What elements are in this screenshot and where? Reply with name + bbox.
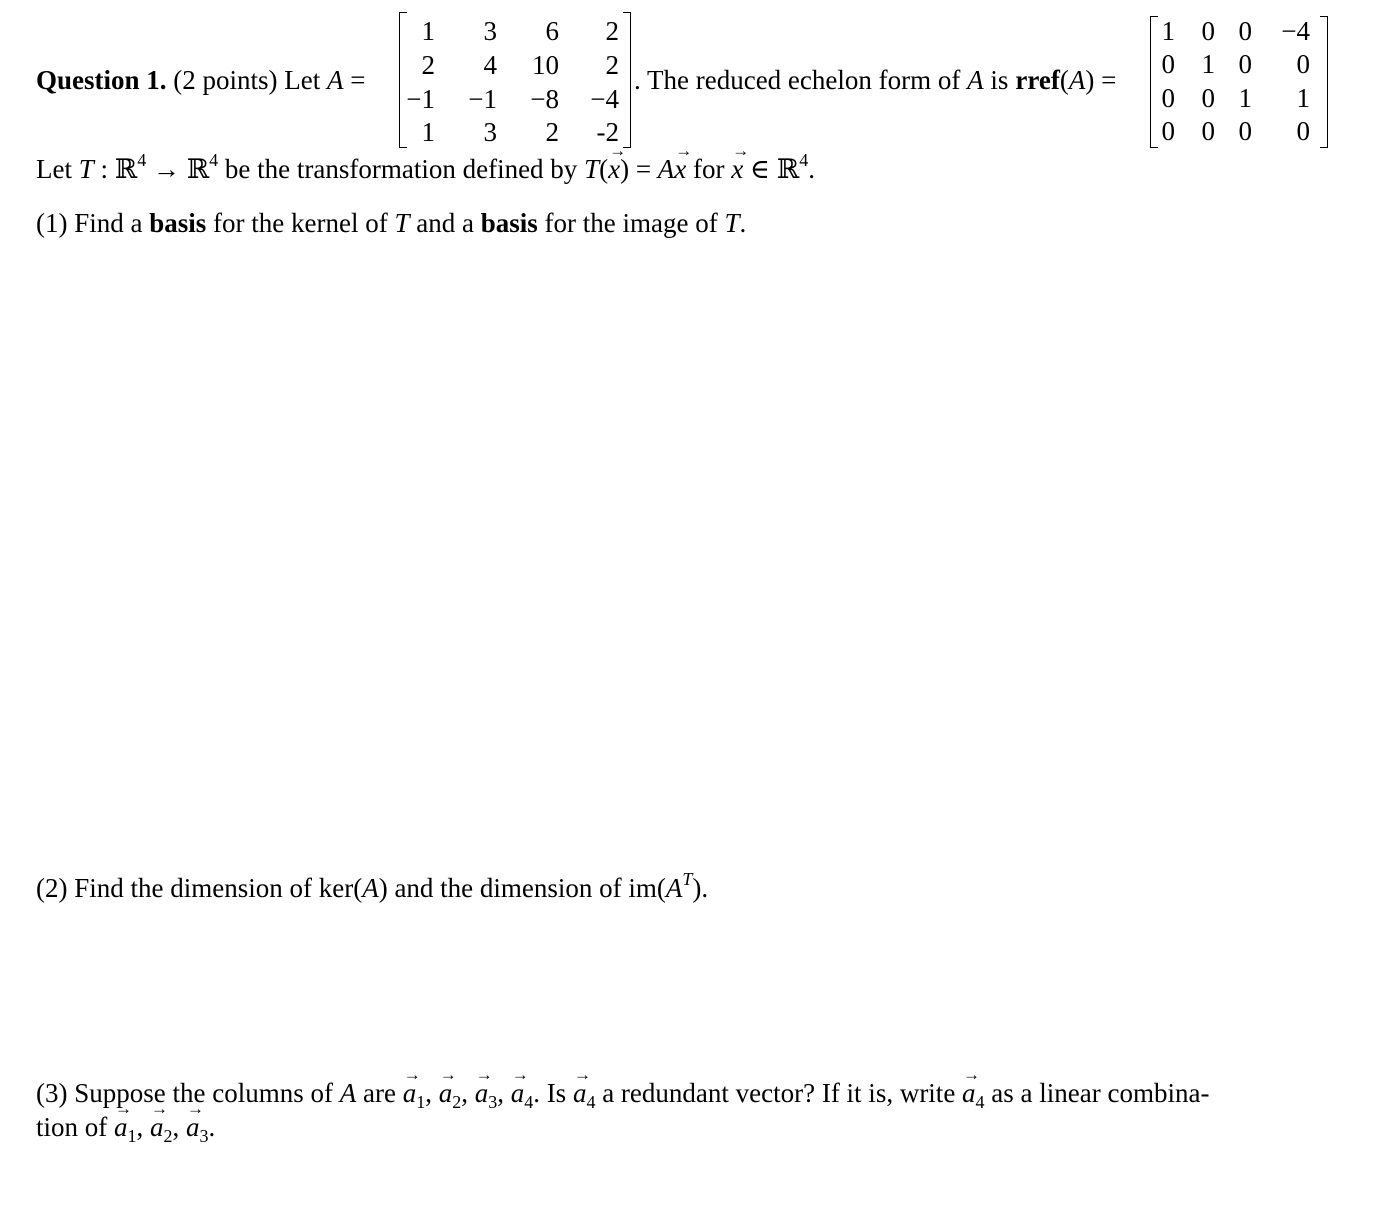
matrix-a-cell-r1c3: 6	[545, 16, 559, 46]
matrix-rref-cell-r3c3: 1	[1238, 83, 1252, 113]
comma-2: ,	[461, 1078, 475, 1108]
sub-3-b: 3	[199, 1126, 209, 1146]
vector-a3: → a	[475, 1078, 489, 1109]
vector-a4: → a	[511, 1078, 525, 1109]
part3-is: . Is	[533, 1078, 573, 1108]
for-word: for	[686, 154, 732, 184]
matrix-rref-cell-r4c3: 0	[1238, 116, 1252, 146]
sub-1-b: 1	[127, 1126, 137, 1146]
matrix-a-cell-r3c4: −4	[590, 84, 619, 114]
matrix-a-cell-r3c1: −1	[406, 84, 435, 114]
part1-basis-1: basis	[149, 208, 207, 238]
vector-x-3: → x	[731, 154, 743, 185]
in-r: ∈ ℝ	[743, 154, 800, 184]
matrix-rref	[1150, 16, 1328, 148]
vector-a4-c: → a	[962, 1078, 976, 1109]
part1-middle: for the kernel of	[206, 208, 395, 238]
let-word: Let	[36, 154, 72, 184]
in-r-exp: 4	[799, 150, 809, 170]
matrix-rref-cell-r3c4: 1	[1296, 83, 1310, 113]
vector-a4-b: → a	[573, 1078, 587, 1109]
vector-a2-b: → a	[150, 1112, 164, 1143]
matrix-rref-cell-r2c2: 1	[1201, 49, 1215, 79]
matrix-rref-cell-r2c4: 0	[1296, 49, 1310, 79]
paren-open: (	[599, 154, 609, 184]
part1-end: .	[739, 208, 747, 238]
matrix-a	[399, 12, 631, 148]
part3-are: are	[356, 1078, 403, 1108]
let-text: Let	[284, 65, 321, 95]
after-matrix-text: . The reduced echelon form of	[634, 65, 961, 95]
sub-4-b: 4	[586, 1092, 596, 1112]
part3-prompt-line1	[36, 1078, 1210, 1112]
transformation-line	[36, 150, 815, 185]
matrix-rref-cell-r2c1: 0	[1161, 49, 1175, 79]
codomain-r: → ℝ	[146, 154, 210, 184]
part1-for-image: for the image of	[537, 208, 725, 238]
matrix-a-cell-r1c1: 1	[421, 16, 435, 46]
t-symbol-2: T	[584, 154, 600, 184]
matrix-rref-right-bracket	[1320, 16, 1328, 148]
matrix-a-right-bracket	[623, 12, 631, 148]
matrix-a-cell-r1c2: 3	[483, 16, 497, 46]
matrix-a-cell-r1c4: 2	[605, 16, 619, 46]
matrix-a-cell-r2c1: 2	[421, 50, 435, 80]
domain-r: : ℝ	[93, 154, 138, 184]
part3-redundant: a redundant vector? If it is, write	[595, 1078, 963, 1108]
matrix-a-cell-r4c1: 1	[421, 117, 435, 147]
matrix-rref-cell-r1c4: −4	[1281, 16, 1310, 46]
part1-prefix: (1) Find a	[36, 208, 150, 238]
comma-1: ,	[425, 1078, 439, 1108]
matrix-a-cell-r3c2: −1	[468, 84, 497, 114]
sub-3: 3	[488, 1092, 498, 1112]
part3-as-linear: as a linear combina-	[984, 1078, 1210, 1108]
part2-a-2: A	[665, 873, 683, 903]
rref-arg: (A) =	[1059, 65, 1117, 95]
matrix-rref-cell-r3c2: 0	[1201, 83, 1215, 113]
vector-x-2: → x	[674, 154, 686, 185]
comma-3: ,	[497, 1078, 511, 1108]
matrix-rref-cell-r1c1: 1	[1161, 16, 1175, 46]
comma-5: ,	[172, 1112, 186, 1142]
matrix-rref-cell-r1c3: 0	[1238, 16, 1252, 46]
part3-end: .	[208, 1112, 216, 1142]
part3-line2-start: tion of	[36, 1112, 114, 1142]
matrix-rref-cell-r4c1: 0	[1161, 116, 1175, 146]
rref-sentence	[634, 65, 1116, 96]
matrix-a-cell-r4c4: -2	[596, 117, 619, 147]
equals-sign: =	[350, 65, 366, 95]
matrix-a-cell-r4c2: 3	[483, 117, 497, 147]
matrix-name-2: A	[967, 65, 984, 95]
part1-basis-2: basis	[480, 208, 538, 238]
vector-x: → x	[608, 154, 620, 185]
matrix-rref-cell-r3c1: 0	[1161, 83, 1175, 113]
matrix-rref-cell-r4c4: 0	[1296, 116, 1310, 146]
matrix-a-cell-r2c2: 4	[483, 50, 497, 80]
vector-a1: → a	[403, 1078, 417, 1109]
part1-prompt	[36, 208, 746, 239]
matrix-rref-cell-r2c3: 0	[1238, 49, 1252, 79]
sub-4-c: 4	[975, 1092, 985, 1112]
be-defined-text: be the transformation defined by	[218, 154, 585, 184]
matrix-rref-cell-r1c2: 0	[1201, 16, 1215, 46]
part3-prefix: (3) Suppose the columns of	[36, 1078, 340, 1108]
part2-prompt	[36, 869, 709, 904]
question-label-line	[36, 65, 366, 96]
part3-prompt-line2	[36, 1112, 216, 1146]
sub-2: 2	[452, 1092, 462, 1112]
matrix-a-cell-r2c3: 10	[532, 50, 559, 80]
matrix-a-cell-r3c3: −8	[530, 84, 559, 114]
comma-4: ,	[136, 1112, 150, 1142]
matrix-rref-cell-r4c2: 0	[1201, 116, 1215, 146]
vector-a2: → a	[439, 1078, 453, 1109]
part2-end: ).	[692, 873, 709, 903]
domain-exp: 4	[137, 150, 147, 170]
part2-transpose: T	[682, 869, 693, 889]
period: .	[808, 154, 815, 184]
part1-t-2: T	[724, 208, 740, 238]
part2-prefix: (2) Find the dimension of ker(	[36, 873, 363, 903]
vector-a3-b: → a	[186, 1112, 200, 1143]
matrix-name: A	[327, 65, 344, 95]
a-symbol: A	[657, 154, 675, 184]
sub-4: 4	[524, 1092, 534, 1112]
vector-a1-b: → a	[114, 1112, 128, 1143]
codomain-exp: 4	[209, 150, 219, 170]
is-text: is	[990, 65, 1009, 95]
part1-and-a: and a	[409, 208, 481, 238]
part1-t-1: T	[394, 208, 410, 238]
matrix-a-cell-r2c4: 2	[605, 50, 619, 80]
rref-label: rref	[1015, 65, 1060, 95]
t-symbol: T	[78, 154, 94, 184]
paren-close-eq: ) =	[620, 154, 658, 184]
part2-a-1: A	[362, 873, 379, 903]
part3-a: A	[339, 1078, 357, 1108]
sub-1: 1	[416, 1092, 426, 1112]
part2-middle: ) and the dimension of im(	[378, 873, 666, 903]
matrix-a-cell-r4c3: 2	[545, 117, 559, 147]
sub-2-b: 2	[163, 1126, 173, 1146]
question-number: Question 1.	[36, 65, 167, 95]
question-points: (2 points)	[173, 65, 278, 95]
